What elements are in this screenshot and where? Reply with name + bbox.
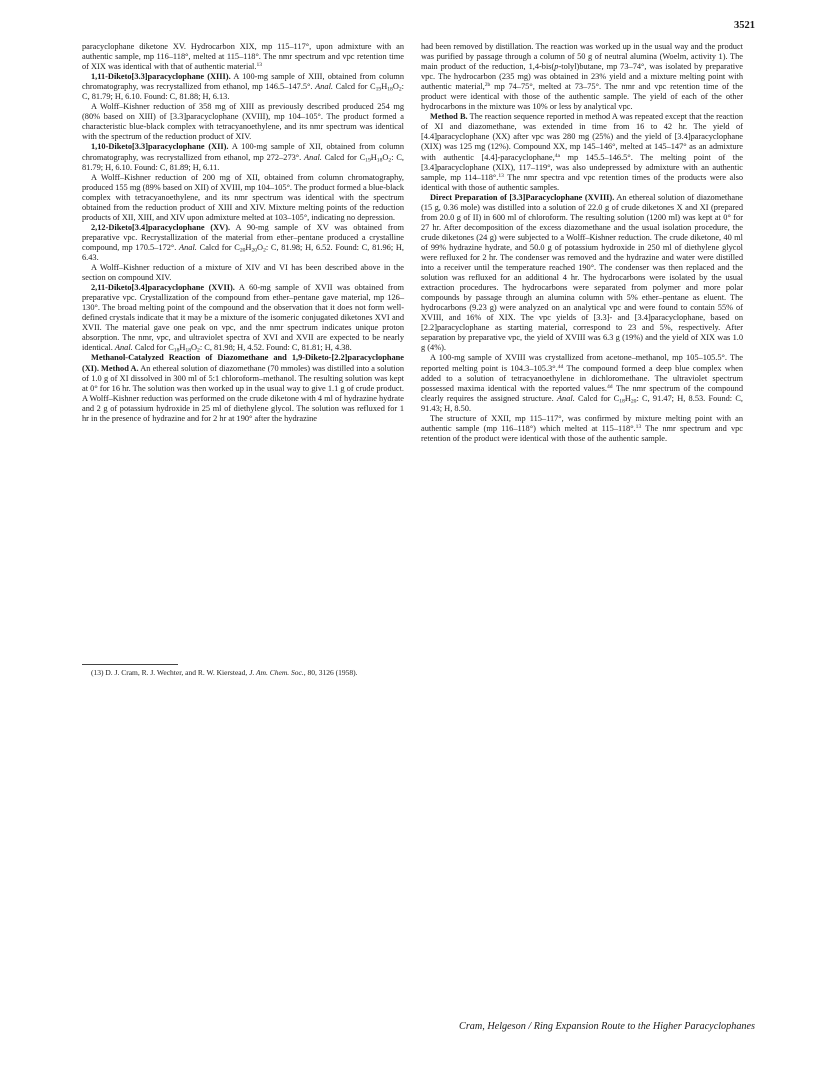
- reference-marker: 2b: [484, 82, 491, 89]
- page-number: 3521: [734, 20, 755, 31]
- right-column: [421, 42, 743, 444]
- footer-title: Ring Expansion Route to the Higher Paracyclophanes: [533, 1021, 755, 1032]
- footnote: [82, 668, 404, 677]
- footnote-13: (13) D. J. Cram, R. J. Wechter, and R. W. Kierstead, J. Am. Chem. Soc., 80, 3126 (1958).: [91, 668, 358, 677]
- paragraph-continued-method-a: had been removed by distillation. The reaction was worked up in the usual way and the product was purified by passage through a column of 50 g of neutral alumina (Woelm, activity 1). The main product of the reduction, 1,4-bis(p-tolyl)butane, mp 73–74°, was isolated by preparative vpc. The hydrocarbon (235 mg) was obtained in 23% yield and a mixture melting point with authentic material,$^{2b}$ mp 74–75°, melted at 73–75°. The nmr and vpc retention time of the product were identical with those of the authentic sample. The yield of each of the other hydrocarbons in the mixture was 10% or less by analytical vpc.: [421, 42, 743, 112]
- section-xii: 1,10-Diketo[3.3]paracyclophane (XII). A 100-mg sample of XII, obtained from column chromatography, was recrystallized from ethanol, mp 272–273°. Anal. Calcd for $C_{19}H_{18}O_2$: C, 81.79; H, 6.10. Found: C, 81.89; H, 6.11.: [82, 142, 404, 172]
- paragraph-xxii-structure: The structure of XXII, mp 115–117°, was confirmed by mixture melting point with an authentic sample (mp 116–118°) which melted at 115–118°.$^{13}$ The nmr spectrum and vpc retention of the product were identical with those of the authentic sample.: [421, 413, 744, 443]
- left-column: [82, 42, 404, 424]
- section-xvii: 2,11-Diketo[3.4]paracyclophane (XVII). A 60-mg sample of XVII was obtained from preparative vpc. Crystallization of the compound from ether–pentane gave material, mp 126–130°. The broad melting point of the compound and the observation that it does not form well-defined crystals indicate that it may be a mixture of the isomeric conjugated diketones XVI and XVII. The material gave one peak on vpc, and the nmr spectrum indicates unique proton absorption. The nmr, vpc, and ultraviolet spectra of XVI and XVII are expected to be nearly identical. Anal. Calcd for $C_{18}H_{18}O_2$: C, 81.98; H, 4.52. Found: C, 81.81; H, 4.38.: [82, 283, 404, 354]
- section-heading: 2,11-Diketo[3.4]paracyclophane (XVII).: [91, 283, 235, 293]
- section-heading: Direct Preparation of [3.3]Paracyclophane (XVIII).: [430, 192, 615, 202]
- section-heading: 2,12-Diketo[3.4]paracyclophane (XV).: [91, 222, 231, 232]
- reference-marker: 4d: [557, 363, 564, 370]
- reference-marker: 4a: [554, 152, 560, 159]
- paragraph-wolff-kishner-xiii: A Wolff–Kishner reduction of 358 mg of XIII as previously described produced 254 mg (80% based on XIII) of [3.3]paracyclophane (XVIII), mp 104–105°. The product formed a characteristic blue-black complex with tetracyanoethylene, and its nmr spectrum was identical with the spectrum of the reduction product of XIV.: [82, 102, 404, 142]
- section-xiii: 1,11-Diketo[3.3]paracyclophane (XIII). A 100-mg sample of XIII, obtained from column chromatography, was recrystallized from ethanol, mp 146.5–147.5°. Anal. Calcd for $C_{19}H_{18}O_2$: C, 81.79; H, 6.10. Found: C, 81.88; H, 6.13.: [82, 72, 404, 102]
- paragraph-wolff-kishner-xii: A Wolff–Kishner reduction of 200 mg of XII, obtained from column chromatography, produced 155 mg (89% based on XII) of XVIII, mp 104–105°. The product formed a blue-black complex with tetracyanoethylene, and its nmr spectrum was identical with the spectrum obtained from the reduction product of XIII and XIV. Mixture melting points of the reduction products of XII, XIII, and XIV upon admixture melted at 103–105°, indicating no depression.: [82, 172, 404, 222]
- section-heading: 1,10-Diketo[3.3]paracyclophane (XII).: [91, 142, 229, 152]
- section-method-a: Methanol-Catalyzed Reaction of Diazomethane and 1,9-Diketo-[2.2]paracyclophane (XI). Method A. An ethereal solution of diazomethane (70 mmoles) was distilled into a solution of 1.0 g of XI dissolved in 300 ml of 5:1 chloroform–methanol. The resulting solution was kept at 0° for 16 hr. The solution was then worked up in the usual way to give 1.1 g of crude product. A Wolff–Kishner reduction was performed on the crude diketone with 4 ml of hydrazine hydrate and 2 g of potassium hydroxide in 25 ml of diethylene glycol. The solution was refluxed for 1 hr in the presence of hydrazine and for 2 hr at 190° after the hydrazine: [82, 353, 405, 423]
- section-heading: 1,11-Diketo[3.3]paracyclophane (XIII).: [91, 72, 231, 82]
- footnote-rule: [82, 664, 178, 665]
- paragraph-continued: paracyclophane diketone XV. Hydrocarbon XIX, mp 115–117°, upon admixture with an authentic sample, mp 116–118°, melted at 115–118°. The nmr spectrum and vpc retention time of XIX was identical with that of authentic material.$^{13}$: [82, 42, 404, 72]
- section-method-b: Method B. The reaction sequence reported in method A was repeated except that the reaction of XI and diazomethane, was extended in time from 16 to 42 hr. The yield of [4.4]paracyclophane (XX) after vpc was 280 mg (25%) and the yield of [3.4]paracyclophane (XIX) was 125 mg (12%). Compound XX, mp 145–146°, melted at 145–147° as an admixture with authentic [4.4]-paracyclophane,$^{4a}$ mp 145.5–146.5°. The melting point of the [3.4]paracyclophane (XIX), 117–119°, was also undepressed by admixture with an authentic sample, mp 114–118°.$^{13}$ The nmr spectra and vpc retention times of the products were also identical with those of authentic samples.: [421, 112, 743, 192]
- section-xv: 2,12-Diketo[3.4]paracyclophane (XV). A 90-mg sample of XV was obtained from preparative vpc. Recrystallization of the material from ether–pentane produced a crystalline compound, mp 170.5–172°. Anal. Calcd for $C_{20}H_{20}O_2$: C, 81.98; H, 6.52. Found: C, 81.96; H, 6.43.: [82, 222, 404, 262]
- reference-marker: 13: [498, 172, 504, 179]
- section-heading: Method B.: [430, 112, 468, 122]
- section-direct-preparation: Direct Preparation of [3.3]Paracyclophane (XVIII). An ethereal solution of diazomethane (15 g, 0.36 mole) was distilled into a solution of 22.0 g of crude diketones X and XI (prepared from 20.0 g of II) in 600 ml of chloroform. The resulting solution (1200 ml) was kept at 0° for 27 hr. After decomposition of the excess diazomethane and the usual isolation procedure, the crude diketones (24 g) were subjected to a Wolff–Kishner reduction. The crude diketone, 40 ml of 99% hydrazine hydrate, and 50.0 g of potassium hydroxide in 250 ml of diethylene glycol were refluxed for 2 hr. The condenser was removed and the hydrazine and water were distilled into a receiver until the temperature reached 190°. The condenser was then replaced and the solution was refluxed for an additional 4 hr. The hydrocarbons were isolated by the usual extraction procedures. The hydrocarbons were separated from polymer and more polar compounds by passage through an alumina column with 5% ether–pentane as eluent. The hydrocarbons (9.23 g) were analyzed on an analytical vpc and were found to contain 55% of XVIII, and 16% of XIX. The vpc yields of [3.3]- and [3.4]paracyclophane, based on [2.2]paracyclophane as starting material, correspond to 23 and 5%, respectively. After separation by preparative vpc, the yield of XVIII was 6.3 g (19%) and the yield of XIX was 1.0 g (4%).: [421, 192, 743, 353]
- paragraph-xviii-analysis: A 100-mg sample of XVIII was crystallized from acetone–methanol, mp 105–105.5°. The reported melting point is 104.3–105.3°.$^{4d}$ The compound formed a deep blue complex when added to a solution of tetracyanoethylene in dichloromethane. The ultraviolet spectrum possessed maxima identical with the reported values.$^{4d}$ The nmr spectrum of the compound clearly requires the assigned structure. Anal. Calcd for $C_{18}H_{20}$: C, 91.47; H, 8.53. Found: C, 91.43; H, 8.50.: [421, 353, 744, 413]
- reference-marker: 13: [256, 62, 263, 69]
- paragraph-wolff-kishner-xiv: A Wolff–Kishner reduction of a mixture of XIV and VI has been described above in the section on compound XIV.: [82, 263, 404, 283]
- footer-authors: Cram, Helgeson: [459, 1021, 526, 1032]
- section-heading: Methanol-Catalyzed Reaction of Diazomethane and 1,9-Diketo-[2.2]paracyclophane (XI). Method A.: [82, 353, 404, 373]
- footer-separator: /: [525, 1021, 534, 1032]
- reference-marker: 13: [635, 423, 642, 430]
- reference-marker: 4d: [606, 383, 613, 390]
- running-footer: [459, 1021, 755, 1032]
